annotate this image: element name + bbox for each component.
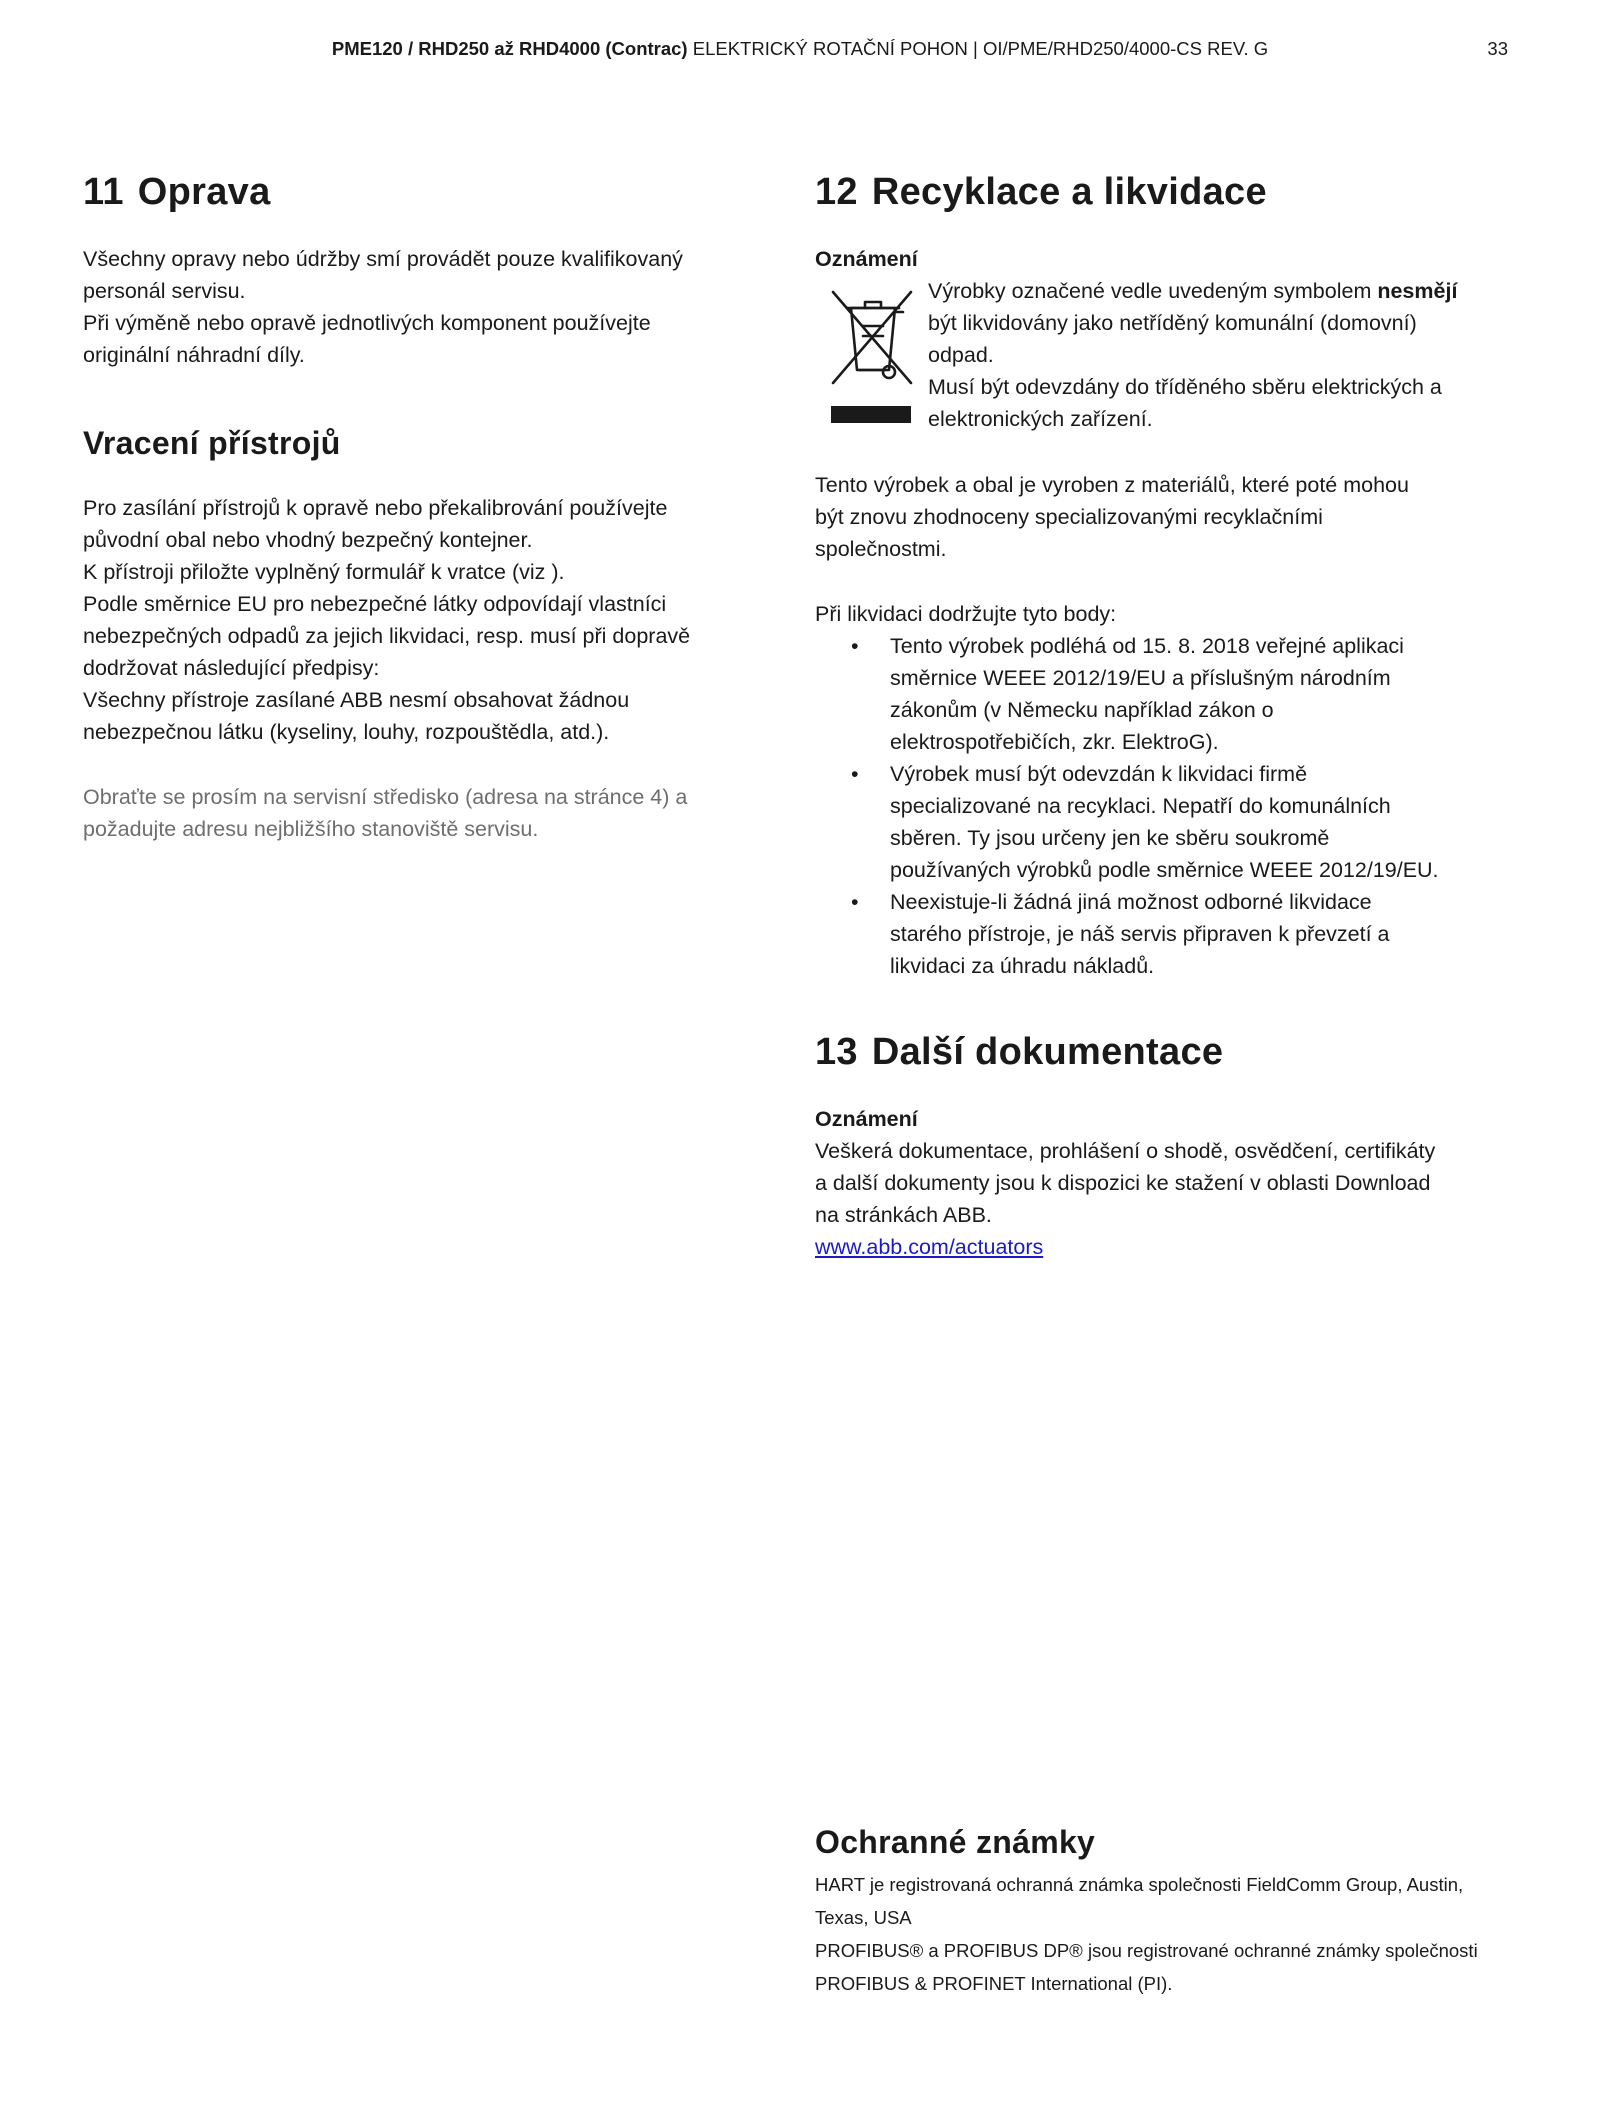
page-number: 33 — [1487, 38, 1508, 59]
text-line: odpad. — [928, 343, 994, 367]
text-line: starého přístroje, je náš servis připraven k převzetí a — [890, 922, 1390, 946]
text-line: Podle směrnice EU pro nebezpečné látky odpovídají vlastníci — [83, 592, 667, 616]
text-span: Výrobky označené vedle uvedeným symbolem — [928, 279, 1378, 303]
trademarks-block — [815, 1822, 1478, 2000]
recycle-paragraph — [815, 469, 1409, 565]
text-line: Musí být odevzdány do tříděného sběru elektrických a — [928, 375, 1442, 399]
section-number: 13 — [815, 1031, 858, 1073]
section-12-heading — [815, 168, 1267, 216]
text-line: nebezpečných odpadů za jejich likvidaci, resp. musí při dopravě — [83, 624, 691, 648]
text-line: Tento výrobek a obal je vyroben z materiálů, které poté mohou — [815, 473, 1409, 497]
text-line: být likvidovány jako netříděný komunální (domovní) — [928, 311, 1417, 335]
return-paragraph — [83, 492, 690, 845]
bullet-icon: • — [851, 634, 859, 658]
text-line: na stránkách ABB. — [815, 1203, 992, 1227]
bullet-icon: • — [851, 762, 859, 786]
service-note-line: Obraťte se prosím na servisní středisko (adresa na stránce 4) a — [83, 785, 688, 809]
text-line: používaných výrobků podle směrnice WEEE 2012/19/EU. — [890, 858, 1439, 882]
text-line: specializované na recyklaci. Nepatří do komunálních — [890, 794, 1391, 818]
notice-label: Oznámení — [815, 247, 918, 271]
documentation-block — [815, 1103, 1435, 1263]
text-line: dodržovat následující předpisy: — [83, 656, 380, 680]
text-line: Veškerá dokumentace, prohlášení o shodě, osvědčení, certifikáty — [815, 1139, 1436, 1163]
section-title: Recyklace a likvidace — [871, 171, 1267, 213]
list-item — [815, 758, 1515, 886]
section-13-heading — [815, 1028, 1223, 1076]
text-line: Texas, USA — [815, 1907, 912, 1928]
section-title: Další dokumentace — [871, 1031, 1224, 1073]
text-line: Všechny přístroje zasílané ABB nesmí obsahovat žádnou — [83, 688, 630, 712]
text-line: K přístroji přiložte vyplněný formulář k vratce (viz ). — [83, 560, 565, 584]
text-line: společnostmi. — [815, 537, 947, 561]
section-title: Oprava — [137, 171, 271, 213]
crossed-out-wheelie-bin-icon — [823, 278, 923, 438]
text-line: Všechny opravy nebo údržby smí provádět pouze kvalifikovaný — [83, 247, 683, 271]
text-line: HART je registrovaná ochranná známka společnosti FieldComm Group, Austin, — [815, 1874, 1464, 1895]
text-line: Pro zasílání přístrojů k opravě nebo překalibrování používejte — [83, 496, 668, 520]
repair-paragraph — [83, 243, 683, 371]
emphasis-text: nesmějí — [1377, 279, 1458, 303]
page-header — [0, 38, 1600, 62]
list-item — [815, 630, 1515, 758]
text-line: být znovu zhodnoceny specializovanými recyklačními — [815, 505, 1323, 529]
trademarks-heading: Ochranné známky — [815, 1824, 1096, 1860]
text-line: likvidaci za úhradu nákladů. — [890, 954, 1155, 978]
notice-label: Oznámení — [815, 1107, 918, 1131]
disposal-intro: Při likvidaci dodržujte tyto body: — [815, 602, 1117, 626]
document-title — [0, 38, 1600, 60]
text-line: zákonům (v Německu například zákon o — [890, 698, 1274, 722]
section-number: 11 — [83, 171, 124, 213]
text-line: Neexistuje-li žádná jiná možnost odborné likvidace — [890, 890, 1372, 914]
return-heading: Vracení přístrojů — [83, 425, 341, 461]
text-line: PROFIBUS® a PROFIBUS DP® jsou registrované ochranné známky společnosti — [815, 1940, 1478, 1961]
document-subtitle: ELEKTRICKÝ ROTAČNÍ POHON | OI/PME/RHD250/4000-CS REV. G — [687, 38, 1269, 59]
text-line: originální náhradní díly. — [83, 343, 305, 367]
text-line: elektrospotřebičích, zkr. ElektroG). — [890, 730, 1219, 754]
text-line: původní obal nebo vhodný bezpečný kontejner. — [83, 528, 533, 552]
weee-notice-text — [928, 275, 1518, 435]
disposal-bullet-list — [815, 630, 1515, 982]
text-line: Tento výrobek podléhá od 15. 8. 2018 veřejné aplikaci — [890, 634, 1404, 658]
service-note-line: požadujte adresu nejbližšího stanoviště servisu. — [83, 817, 539, 841]
section-number: 12 — [815, 171, 858, 213]
abb-actuators-link[interactable]: www.abb.com/actuators — [815, 1235, 1044, 1259]
text-line: elektronických zařízení. — [928, 407, 1153, 431]
text-line: PROFIBUS & PROFINET International (PI). — [815, 1973, 1173, 1994]
text-line: nebezpečnou látku (kyseliny, louhy, rozpouštědla, atd.). — [83, 720, 610, 744]
list-item — [815, 886, 1515, 982]
text-line: Výrobek musí být odevzdán k likvidaci firmě — [890, 762, 1308, 786]
text-line: personál servisu. — [83, 279, 246, 303]
product-name: PME120 / RHD250 až RHD4000 (Contrac) — [331, 38, 688, 59]
text-line: Při výměně nebo opravě jednotlivých komponent používejte — [83, 311, 651, 335]
text-line: sběren. Ty jsou určeny jen ke sběru soukromě — [890, 826, 1330, 850]
text-line: směrnice WEEE 2012/19/EU a příslušným národním — [890, 666, 1391, 690]
section-11-heading — [83, 168, 271, 216]
bullet-icon: • — [851, 890, 859, 914]
text-line — [928, 275, 1518, 307]
text-line: a další dokumenty jsou k dispozici ke stažení v oblasti Download — [815, 1171, 1431, 1195]
